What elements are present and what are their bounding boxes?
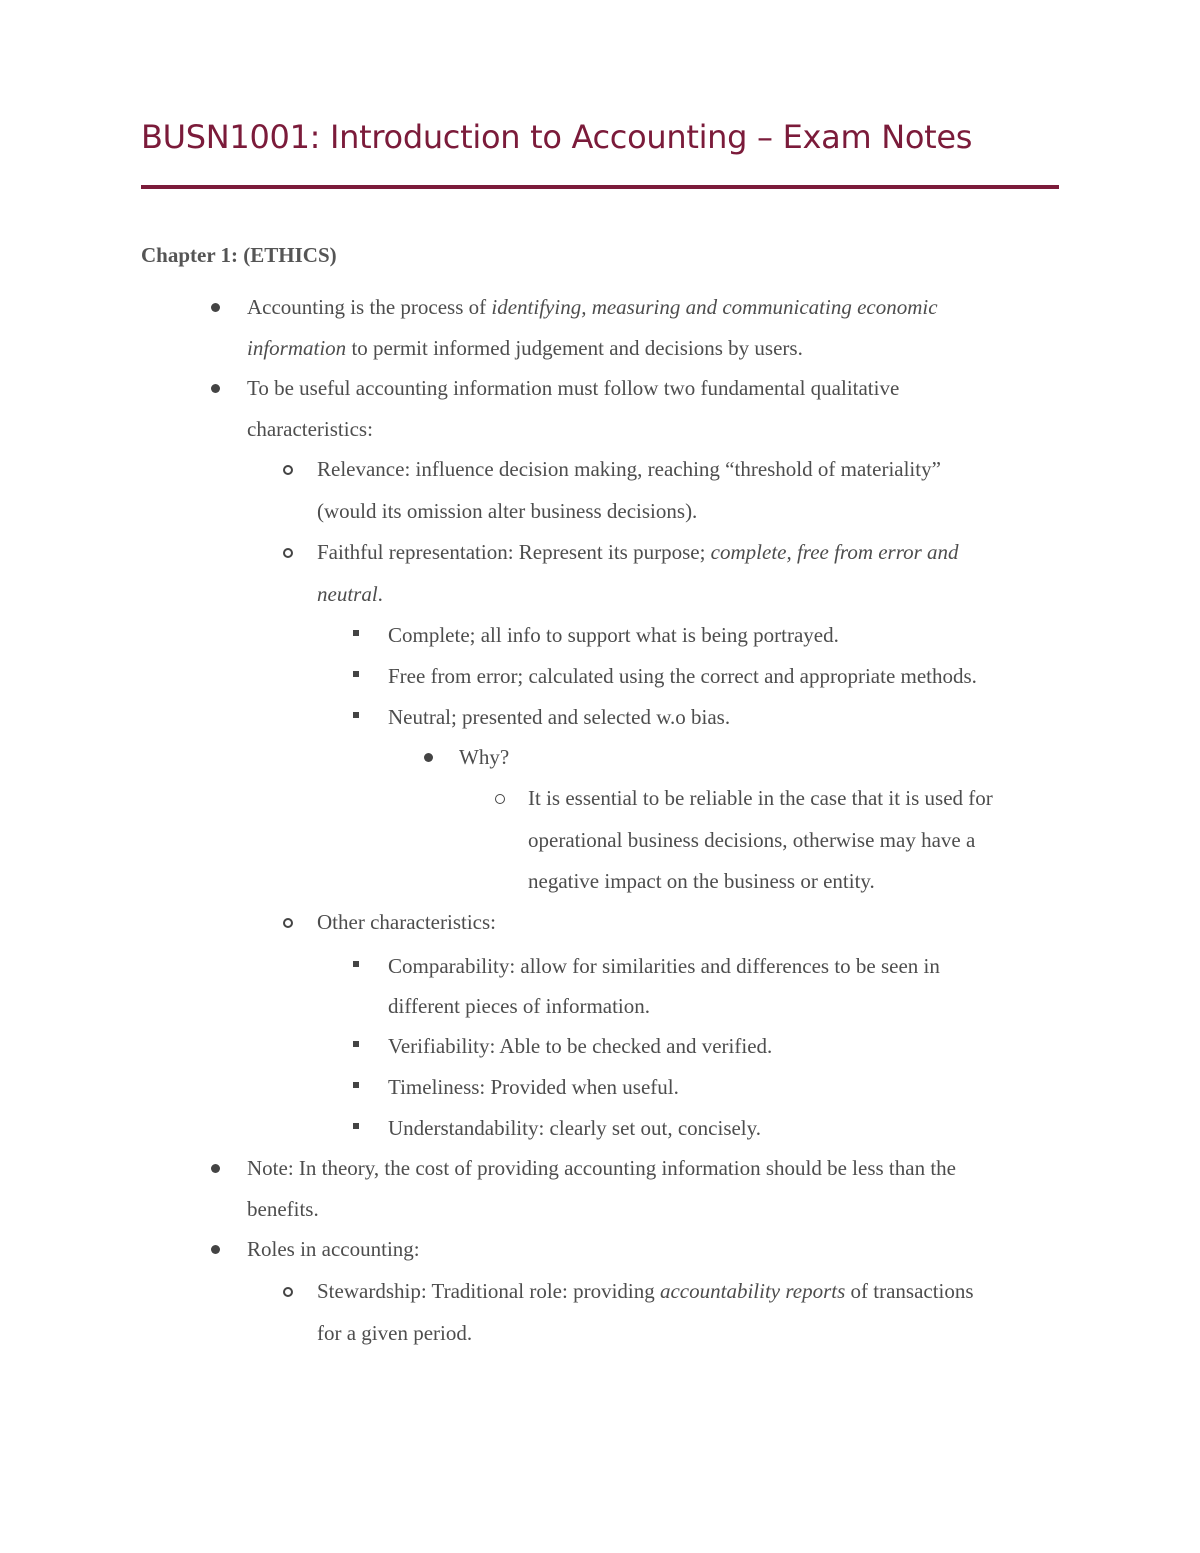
bullet-dot-icon xyxy=(211,1164,220,1173)
bullet-square-icon xyxy=(353,671,359,677)
italic-span: identifying, measuring and communicating economic xyxy=(491,295,938,319)
italic-span: information xyxy=(247,336,347,360)
text-span: Accounting is the process of xyxy=(247,295,492,319)
bullet-square-icon xyxy=(353,1041,359,1047)
bullet-ring-icon xyxy=(495,794,505,804)
list-item: Why? xyxy=(459,745,510,769)
list-item: Complete; all info to support what is being portrayed. xyxy=(388,623,839,647)
bullet-dot-icon xyxy=(211,303,220,312)
list-item xyxy=(317,538,959,566)
bullet-square-icon xyxy=(353,630,359,636)
list-item-continuation: different pieces of information. xyxy=(388,994,651,1018)
list-item-continuation: operational business decisions, otherwise may have a xyxy=(528,828,976,852)
list-item: Timeliness: Provided when useful. xyxy=(388,1075,679,1099)
bullet-ring-icon xyxy=(283,465,293,475)
list-item-continuation: for a given period. xyxy=(317,1321,473,1345)
bullet-square-icon xyxy=(353,961,359,967)
list-item: Neutral; presented and selected w.o bias. xyxy=(388,705,731,729)
list-item: Verifiability: Able to be checked and verified. xyxy=(388,1034,773,1058)
list-item-continuation: (would its omission alter business decisions). xyxy=(317,499,698,523)
list-item-continuation xyxy=(247,334,803,362)
bullet-dot-icon xyxy=(211,1245,220,1254)
text-span: Stewardship: Traditional role: providing xyxy=(317,1279,660,1303)
text-span: to permit informed judgement and decisions by users. xyxy=(346,336,803,360)
text-span: Faithful representation: Represent its purpose; xyxy=(317,540,711,564)
list-item: Free from error; calculated using the correct and appropriate methods. xyxy=(388,664,977,688)
list-item: It is essential to be reliable in the case that it is used for xyxy=(528,786,993,810)
list-item-continuation: benefits. xyxy=(247,1197,319,1221)
list-item: To be useful accounting information must follow two fundamental qualitative xyxy=(247,376,900,400)
italic-span: complete, free from error and xyxy=(710,540,959,564)
list-item: Understandability: clearly set out, concisely. xyxy=(388,1116,762,1140)
bullet-square-icon xyxy=(353,712,359,718)
italic-span: neutral xyxy=(317,582,378,606)
list-item-continuation xyxy=(317,580,383,608)
title-divider xyxy=(141,185,1059,189)
bullet-ring-icon xyxy=(283,1287,293,1297)
chapter-heading: Chapter 1: (ETHICS) xyxy=(141,243,337,267)
bullet-ring-icon xyxy=(283,918,293,928)
text-span: of transactions xyxy=(845,1279,974,1303)
list-item: Note: In theory, the cost of providing accounting information should be less than the xyxy=(247,1156,956,1180)
bullet-dot-icon xyxy=(211,384,220,393)
italic-span: accountability reports xyxy=(659,1279,846,1303)
text-span: . xyxy=(377,582,383,606)
document-title: BUSN1001: Introduction to Accounting – Exam Notes xyxy=(141,118,973,156)
bullet-dot-icon xyxy=(424,753,433,762)
list-item-continuation: characteristics: xyxy=(247,417,373,441)
list-item xyxy=(317,1277,974,1305)
list-item-continuation: negative impact on the business or entity. xyxy=(528,869,875,893)
bullet-square-icon xyxy=(353,1123,359,1129)
bullet-ring-icon xyxy=(283,548,293,558)
bullet-square-icon xyxy=(353,1082,359,1088)
list-item: Other characteristics: xyxy=(317,910,496,934)
list-item xyxy=(247,293,938,321)
list-item: Comparability: allow for similarities and differences to be seen in xyxy=(388,954,940,978)
list-item: Relevance: influence decision making, reaching “threshold of materiality” xyxy=(317,457,941,481)
list-item: Roles in accounting: xyxy=(247,1237,420,1261)
